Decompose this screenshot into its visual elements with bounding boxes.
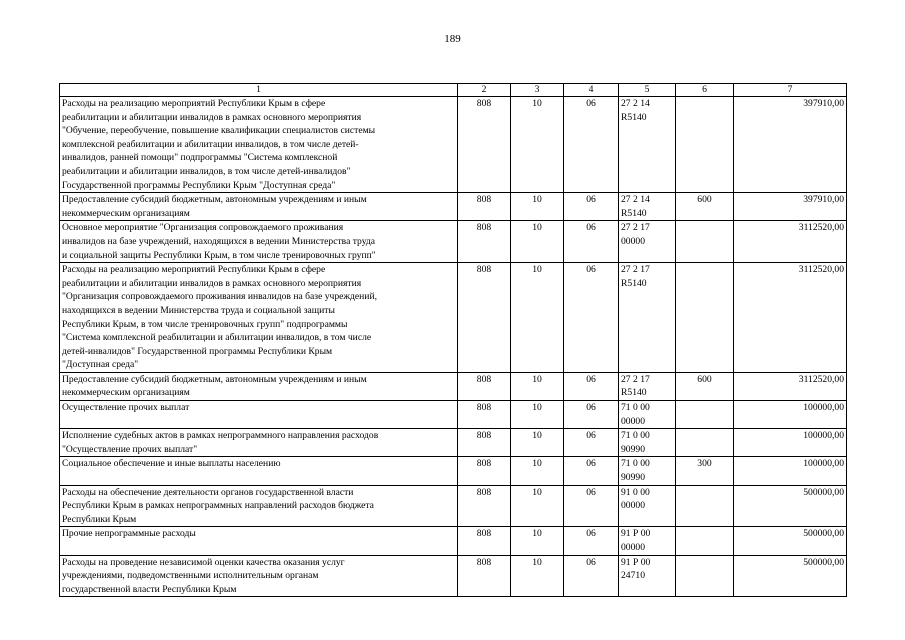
description-line: инвалидов на базе учреждений, находящихся в ведении Министерства труда <box>62 235 376 247</box>
amount-cell: 100000,00 <box>734 429 847 457</box>
description-line: Расходы на обеспечение деятельности органов государственной власти <box>62 486 354 498</box>
amount-cell: 100000,00 <box>734 401 847 429</box>
amount-cell: 397910,00 <box>734 97 847 193</box>
target-article-cell: 27 2 17 00000 <box>619 221 676 263</box>
header-cell: 3 <box>511 84 564 97</box>
expense-type-cell <box>676 97 734 193</box>
description-line: Исполнение судебных актов в рамках непрограммного направления расходов <box>62 430 379 442</box>
section-code-cell: 10 <box>511 527 564 555</box>
subsection-code-cell: 06 <box>564 372 619 400</box>
header-cell: 1 <box>60 84 458 97</box>
subsection-code-cell: 06 <box>564 555 619 597</box>
description-cell <box>60 485 458 527</box>
subsection-code-cell: 06 <box>564 457 619 485</box>
table-row <box>60 97 847 193</box>
description-line: "Система комплексной реабилитации и абилитации инвалидов, в том числе <box>62 332 372 344</box>
subsection-code-cell: 06 <box>564 401 619 429</box>
amount-cell: 3112520,00 <box>734 221 847 263</box>
description-line: "Обучение, переобучение, повышение квалификации специалистов системы <box>62 125 376 137</box>
section-code-cell: 10 <box>511 555 564 597</box>
description-cell <box>60 372 458 400</box>
section-code-cell: 10 <box>511 457 564 485</box>
section-code-cell: 10 <box>511 221 564 263</box>
description-line: Расходы на реализацию мероприятий Республики Крым в сфере <box>62 98 326 109</box>
table-row <box>60 527 847 555</box>
subsection-code-cell: 06 <box>564 221 619 263</box>
description-line: реабилитации и абилитации инвалидов, в том числе детей-инвалидов" <box>62 165 351 177</box>
table-body <box>60 97 847 597</box>
header-cell: 4 <box>564 84 619 97</box>
target-article-cell: 91 0 00 00000 <box>619 485 676 527</box>
target-article-cell: 27 2 17 R5140 <box>619 372 676 400</box>
expense-type-cell <box>676 527 734 555</box>
subsection-code-cell: 06 <box>564 485 619 527</box>
target-article-cell: 27 2 14 R5140 <box>619 193 676 221</box>
description-cell <box>60 97 458 193</box>
expense-type-cell <box>676 263 734 373</box>
description-line: Республики Крым, в том числе тренировочных групп" подпрограммы <box>62 318 348 330</box>
table-row <box>60 457 847 485</box>
target-article-cell: 91 Р 00 00000 <box>619 527 676 555</box>
department-code-cell: 808 <box>458 527 511 555</box>
department-code-cell: 808 <box>458 429 511 457</box>
header-cell: 5 <box>619 84 676 97</box>
description-cell <box>60 193 458 221</box>
description-line: Осуществление прочих выплат <box>62 402 190 414</box>
description-line: некоммерческим организациям <box>62 387 190 399</box>
department-code-cell: 808 <box>458 457 511 485</box>
amount-cell: 500000,00 <box>734 485 847 527</box>
expense-type-cell <box>676 221 734 263</box>
table-row <box>60 372 847 400</box>
subsection-code-cell: 06 <box>564 527 619 555</box>
header-cell: 6 <box>676 84 734 97</box>
description-line: реабилитации и абилитации инвалидов в рамках основного мероприятия <box>62 111 362 123</box>
department-code-cell: 808 <box>458 221 511 263</box>
description-cell <box>60 527 458 555</box>
description-cell <box>60 555 458 597</box>
description-line: Прочие непрограммные расходы <box>62 528 196 540</box>
target-article-cell: 71 0 00 00000 <box>619 401 676 429</box>
description-line: детей-инвалидов" Государственной программы Республики Крым <box>62 345 333 357</box>
description-line: Предоставление субсидий бюджетным, автономным учреждениям и иным <box>62 194 367 206</box>
table-row <box>60 485 847 527</box>
description-line: Республики Крым <box>62 513 137 525</box>
page-number: 189 <box>444 33 461 45</box>
target-article-cell: 27 2 17 R5140 <box>619 263 676 373</box>
description-line: Расходы на реализацию мероприятий Республики Крым в сфере <box>62 264 326 276</box>
description-line: Социальное обеспечение и иные выплаты населению <box>62 458 281 470</box>
table-row <box>60 401 847 429</box>
department-code-cell: 808 <box>458 485 511 527</box>
department-code-cell: 808 <box>458 97 511 193</box>
section-code-cell: 10 <box>511 263 564 373</box>
description-line: реабилитации и абилитации инвалидов в рамках основного мероприятия <box>62 277 362 289</box>
table-row <box>60 193 847 221</box>
description-line: государственной власти Республики Крым <box>62 583 237 595</box>
amount-cell: 397910,00 <box>734 193 847 221</box>
description-line: Государственной программы Республики Крым "Доступная среда" <box>62 179 336 191</box>
expense-type-cell: 600 <box>676 193 734 221</box>
description-line: "Доступная среда" <box>62 359 139 371</box>
section-code-cell: 10 <box>511 372 564 400</box>
expense-type-cell <box>676 555 734 597</box>
subsection-code-cell: 06 <box>564 263 619 373</box>
amount-cell: 3112520,00 <box>734 263 847 373</box>
expense-type-cell: 300 <box>676 457 734 485</box>
description-cell <box>60 263 458 373</box>
subsection-code-cell: 06 <box>564 97 619 193</box>
section-code-cell: 10 <box>511 429 564 457</box>
description-line: "Осуществление прочих выплат" <box>62 443 198 455</box>
header-row <box>60 84 847 97</box>
header-cell: 2 <box>458 84 511 97</box>
amount-cell: 500000,00 <box>734 527 847 555</box>
target-article-cell: 91 Р 00 24710 <box>619 555 676 597</box>
description-line: Основное мероприятие "Организация сопровождаемого проживания <box>62 222 344 234</box>
description-line: Предоставление субсидий бюджетным, автономным учреждениям и иным <box>62 373 367 385</box>
description-cell <box>60 457 458 485</box>
description-line: инвалидов, ранней помощи" подпрограммы "Система комплексной <box>62 152 338 164</box>
budget-table <box>59 83 847 597</box>
amount-cell: 100000,00 <box>734 457 847 485</box>
description-line: находящихся в ведении Министерства труда и социальной защиты <box>62 304 335 316</box>
description-cell <box>60 429 458 457</box>
description-line: "Организация сопровождаемого проживания инвалидов на базе учреждений, <box>62 291 377 303</box>
description-cell <box>60 221 458 263</box>
description-line: комплексной реабилитации и абилитации инвалидов, в том числе детей- <box>62 138 359 150</box>
description-cell <box>60 401 458 429</box>
header-cell: 7 <box>734 84 847 97</box>
target-article-cell: 27 2 14 R5140 <box>619 97 676 193</box>
table-row <box>60 221 847 263</box>
description-line: Расходы на проведение независимой оценки качества оказания услуг <box>62 556 345 568</box>
description-line: и социальной защиты Республики Крым, в том числе тренировочных групп" <box>62 249 376 261</box>
amount-cell: 3112520,00 <box>734 372 847 400</box>
expense-type-cell <box>676 485 734 527</box>
section-code-cell: 10 <box>511 193 564 221</box>
section-code-cell: 10 <box>511 97 564 193</box>
target-article-cell: 71 0 00 90990 <box>619 457 676 485</box>
amount-cell: 500000,00 <box>734 555 847 597</box>
section-code-cell: 10 <box>511 401 564 429</box>
subsection-code-cell: 06 <box>564 193 619 221</box>
description-line: некоммерческим организациям <box>62 207 190 219</box>
department-code-cell: 808 <box>458 263 511 373</box>
table-row <box>60 429 847 457</box>
description-line: Республики Крым в рамках непрограммных направлений расходов бюджета <box>62 500 374 512</box>
section-code-cell: 10 <box>511 485 564 527</box>
department-code-cell: 808 <box>458 401 511 429</box>
subsection-code-cell: 06 <box>564 429 619 457</box>
target-article-cell: 71 0 00 90990 <box>619 429 676 457</box>
description-line: учреждениями, подведомственными исполнительным органам <box>62 570 319 582</box>
table-row <box>60 263 847 373</box>
table-row <box>60 555 847 597</box>
department-code-cell: 808 <box>458 555 511 597</box>
department-code-cell: 808 <box>458 372 511 400</box>
expense-type-cell: 600 <box>676 372 734 400</box>
department-code-cell: 808 <box>458 193 511 221</box>
expense-type-cell <box>676 429 734 457</box>
expense-type-cell <box>676 401 734 429</box>
